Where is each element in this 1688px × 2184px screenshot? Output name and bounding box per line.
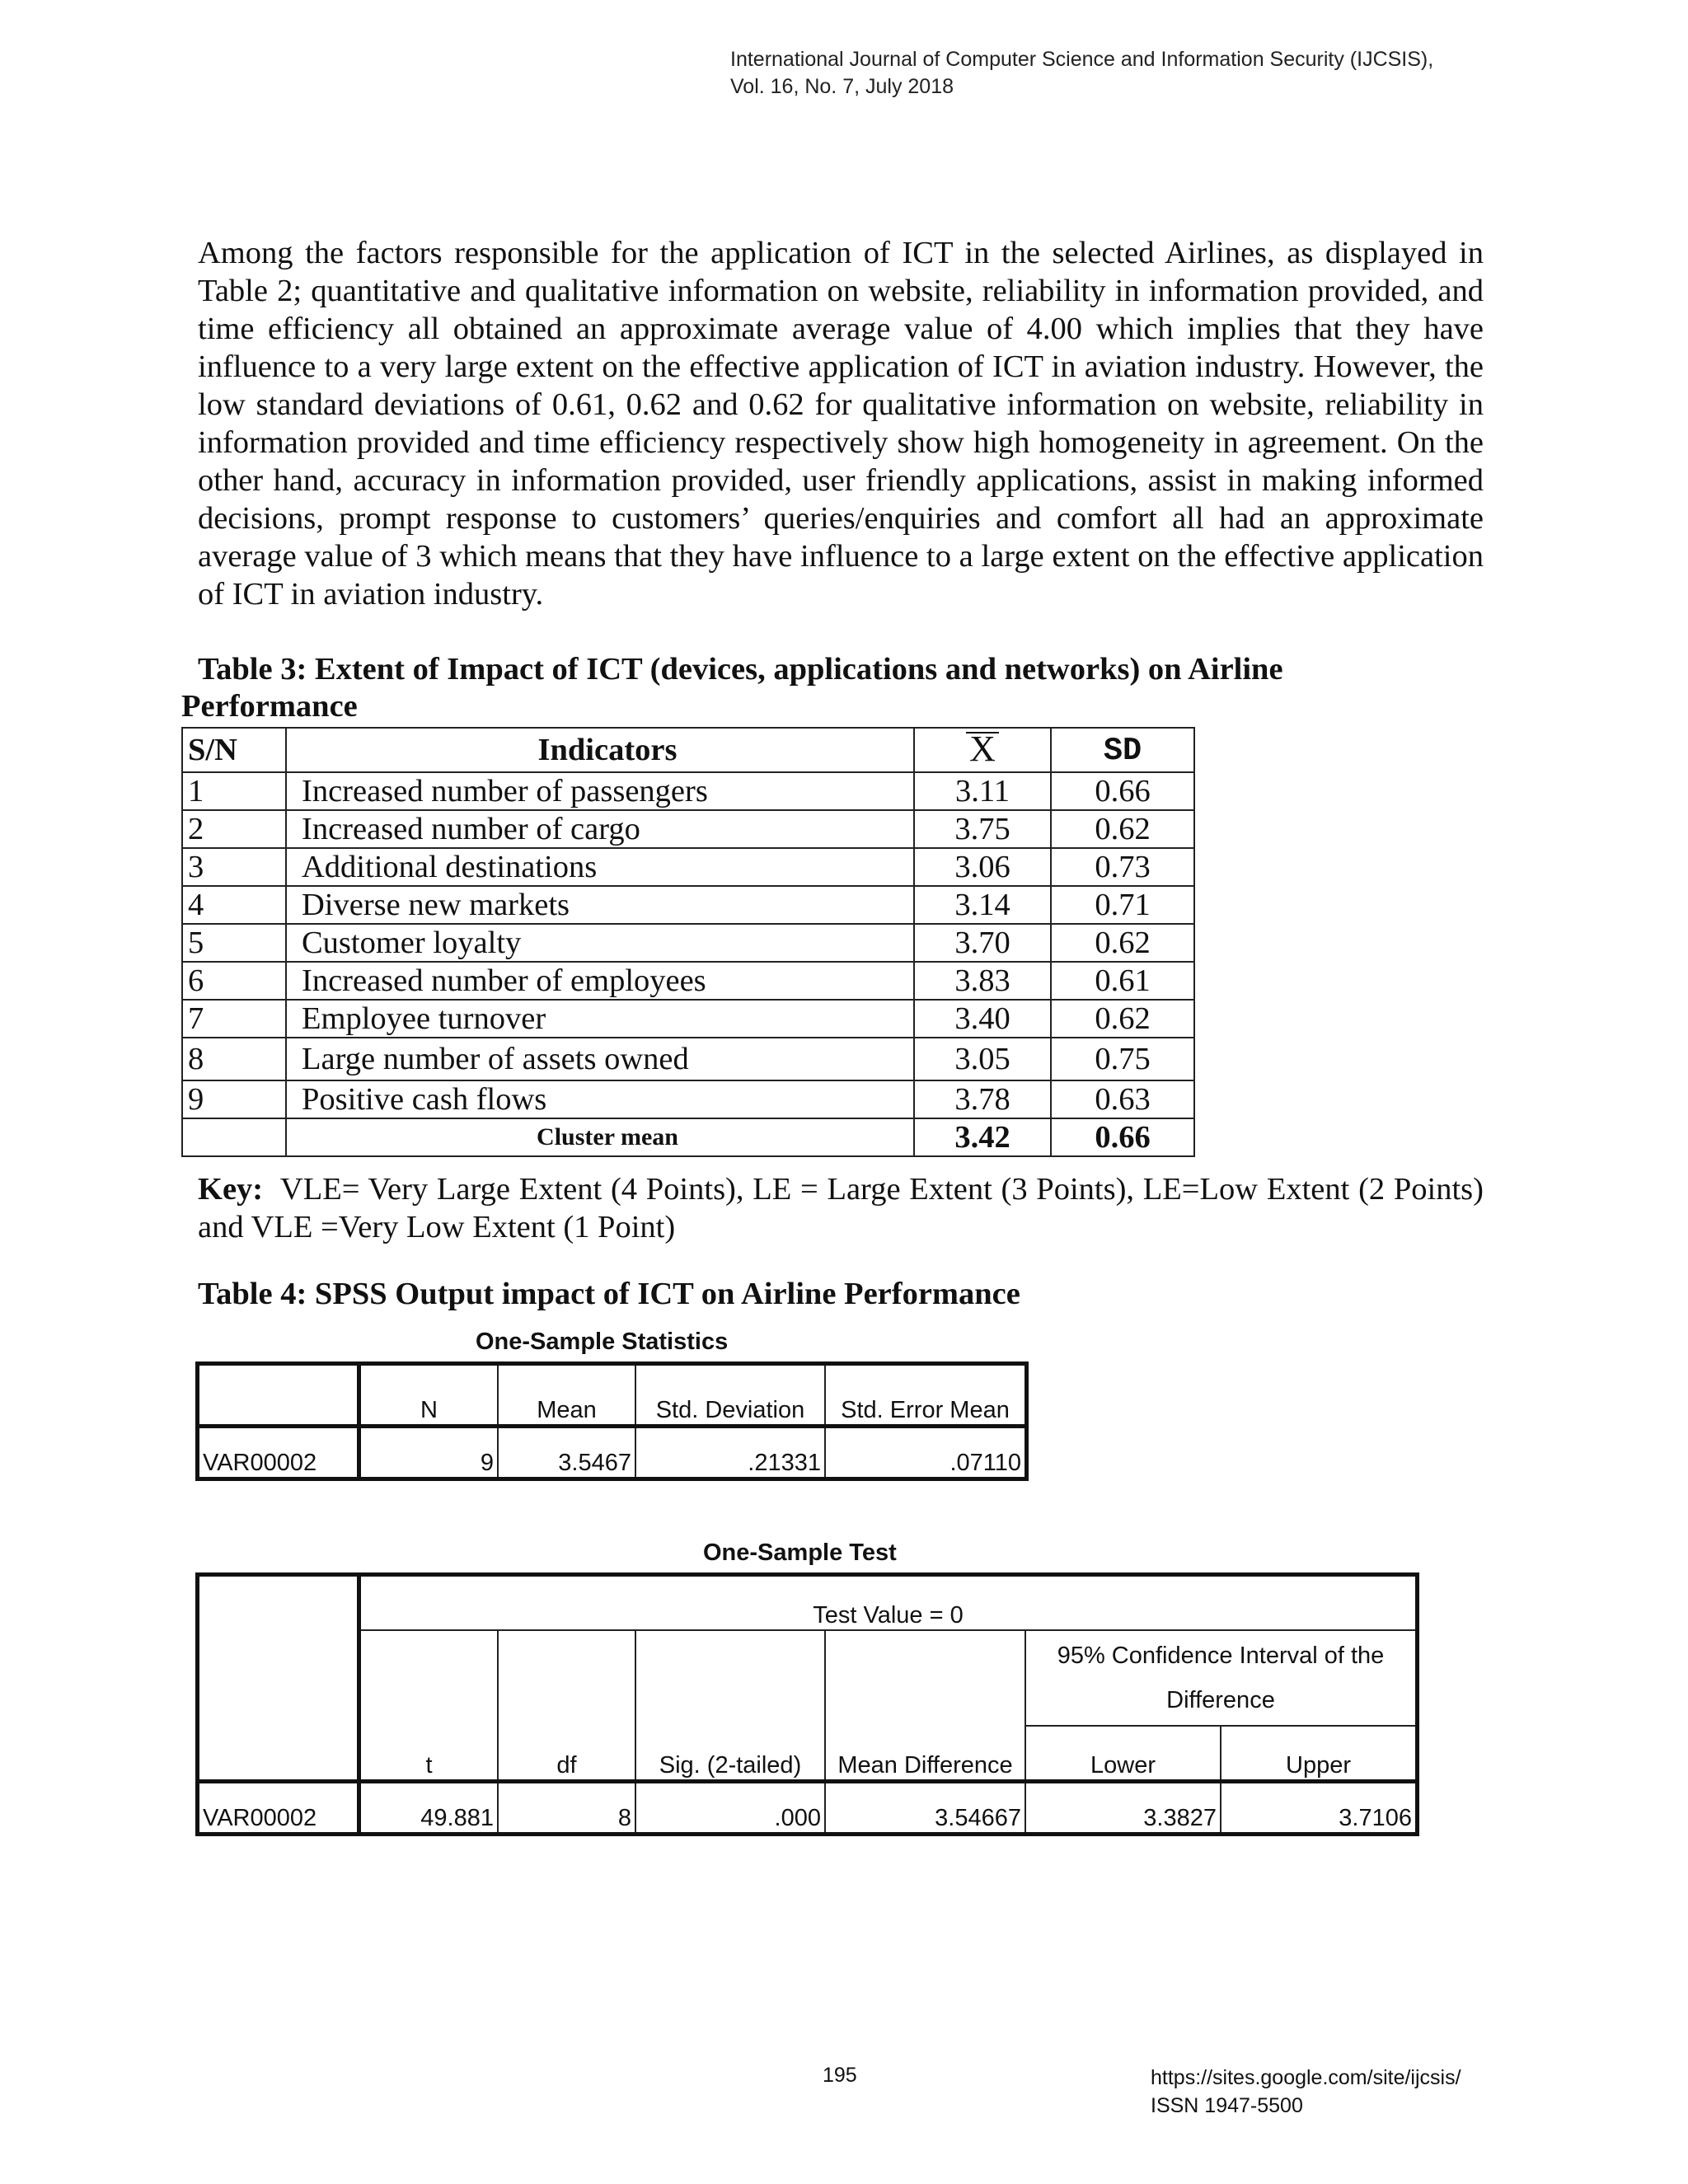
- row-sn: 7: [182, 1000, 286, 1038]
- test-ci-header: 95% Confidence Interval of the Difference: [1025, 1630, 1418, 1726]
- test-table: [195, 1572, 1419, 1836]
- row-mean: 3.06: [914, 848, 1051, 886]
- footer-issn: ISSN 1947-5500: [1151, 2094, 1303, 2117]
- stats-corner-cell: [198, 1364, 359, 1427]
- header-indicators: Indicators: [286, 728, 914, 772]
- test-value-header: Test Value = 0: [359, 1575, 1418, 1630]
- stats-data-row: [198, 1427, 1027, 1479]
- row-sn: 1: [182, 772, 286, 810]
- row-mean: 3.78: [914, 1080, 1051, 1118]
- cluster-empty-cell: [182, 1118, 286, 1156]
- table3-row: [182, 886, 1194, 924]
- row-sn: 3: [182, 848, 286, 886]
- row-mean: 3.05: [914, 1038, 1051, 1080]
- row-mean: 3.11: [914, 772, 1051, 810]
- table3-row: [182, 1080, 1194, 1118]
- stats-title: One-Sample Statistics: [476, 1329, 729, 1355]
- table3-row: [182, 772, 1194, 810]
- test-header-sig: Sig. (2-tailed): [635, 1630, 825, 1782]
- row-sn: 9: [182, 1080, 286, 1118]
- stats-header-stderr: Std. Error Mean: [825, 1364, 1027, 1427]
- footer-info: [1151, 2064, 1461, 2120]
- row-sn: 8: [182, 1038, 286, 1080]
- stats-mean-value: 3.5467: [498, 1427, 635, 1479]
- journal-volume: Vol. 16, No. 7, July 2018: [730, 75, 954, 98]
- table3-caption-line2: Performance: [181, 689, 358, 724]
- row-sd: 0.63: [1051, 1080, 1194, 1118]
- journal-header: [730, 46, 1433, 101]
- stats-n-value: 9: [359, 1427, 499, 1479]
- table3-row: [182, 924, 1194, 962]
- mean-xbar-symbol: X: [966, 732, 999, 765]
- table3-caption: [181, 651, 1283, 725]
- row-sn: 2: [182, 810, 286, 848]
- test-mean-diff-value: 3.54667: [825, 1782, 1025, 1835]
- table3-row: [182, 1000, 1194, 1038]
- row-indicator: Increased number of passengers: [286, 772, 914, 810]
- body-paragraph: Among the factors responsible for the application of ICT in the selected Airlines, as displayed in Table 2; quantitative and qualitative information on website, reliability in information provided, and time efficiency all obtained an approximate average value of 4.00 which implies that they have influence to a very large extent on the effective application of ICT in aviation industry. However, the low standard deviations of 0.61, 0.62 and 0.62 for qualitative information on website, reliability in information provided and time efficiency respectively show high homogeneity in agreement. On the other hand, accuracy in information provided, user friendly applications, assist in making informed decisions, prompt response to customers’ queries/enquiries and comfort all had an approximate average value of 3 which means that they have influence to a large extent on the effective application of ICT in aviation industry.: [198, 236, 1484, 612]
- row-sd: 0.62: [1051, 1000, 1194, 1038]
- cluster-mean: 3.42: [914, 1118, 1051, 1156]
- sd-label: SD: [1103, 733, 1142, 769]
- row-sd: 0.71: [1051, 886, 1194, 924]
- test-sig-value: .000: [635, 1782, 825, 1835]
- row-sd: 0.62: [1051, 810, 1194, 848]
- stats-header-n: N: [359, 1364, 499, 1427]
- row-mean: 3.40: [914, 1000, 1051, 1038]
- test-data-row: [198, 1782, 1418, 1835]
- row-indicator: Large number of assets owned: [286, 1038, 914, 1080]
- row-indicator: Increased number of employees: [286, 962, 914, 1000]
- key-text: VLE= Very Large Extent (4 Points), LE = Large Extent (3 Points), LE=Low Extent (2 Points) and VLE =Very Low Extent (1 Point): [198, 1172, 1484, 1244]
- header-sn: S/N: [182, 728, 286, 772]
- test-lower-value: 3.3827: [1025, 1782, 1221, 1835]
- table4-caption: Table 4: SPSS Output impact of ICT on Airline Performance: [198, 1277, 1020, 1311]
- row-indicator: Increased number of cargo: [286, 810, 914, 848]
- row-sd: 0.62: [1051, 924, 1194, 962]
- row-mean: 3.83: [914, 962, 1051, 1000]
- test-header-t: t: [359, 1630, 499, 1782]
- stats-stderr-value: .07110: [825, 1427, 1027, 1479]
- table3-row: [182, 810, 1194, 848]
- cluster-sd: 0.66: [1051, 1118, 1194, 1156]
- header-sd: [1051, 728, 1194, 772]
- row-indicator: Employee turnover: [286, 1000, 914, 1038]
- table3-caption-line1: Table 3: Extent of Impact of ICT (devices, applications and networks) on Airline: [198, 652, 1283, 687]
- stats-header-row: [198, 1364, 1027, 1427]
- test-corner-cell: [198, 1575, 359, 1782]
- footer-url: https://sites.google.com/site/ijcsis/: [1151, 2066, 1461, 2089]
- stats-header-stddev: Std. Deviation: [635, 1364, 825, 1427]
- row-sd: 0.73: [1051, 848, 1194, 886]
- row-mean: 3.14: [914, 886, 1051, 924]
- row-mean: 3.70: [914, 924, 1051, 962]
- row-sn: 5: [182, 924, 286, 962]
- test-header-row1: [198, 1575, 1418, 1630]
- stats-row-name: VAR00002: [198, 1427, 359, 1479]
- test-header-df: df: [498, 1630, 635, 1782]
- table3-row: [182, 1038, 1194, 1080]
- key-paragraph: [198, 1170, 1484, 1246]
- row-sd: 0.61: [1051, 962, 1194, 1000]
- row-sd: 0.75: [1051, 1038, 1194, 1080]
- key-label: Key:: [198, 1172, 264, 1207]
- test-row-name: VAR00002: [198, 1782, 359, 1835]
- row-sn: 4: [182, 886, 286, 924]
- cluster-label: Cluster mean: [286, 1118, 914, 1156]
- table3-row: [182, 962, 1194, 1000]
- table3-body: [182, 772, 1194, 1118]
- table3-header-row: [182, 728, 1194, 772]
- table3: [181, 727, 1195, 1157]
- test-header-upper: Upper: [1221, 1726, 1418, 1782]
- test-df-value: 8: [498, 1782, 635, 1835]
- stats-header-mean: Mean: [498, 1364, 635, 1427]
- row-indicator: Diverse new markets: [286, 886, 914, 924]
- row-sd: 0.66: [1051, 772, 1194, 810]
- row-mean: 3.75: [914, 810, 1051, 848]
- row-indicator: Additional destinations: [286, 848, 914, 886]
- test-title: One-Sample Test: [703, 1540, 897, 1566]
- stats-stddev-value: .21331: [635, 1427, 825, 1479]
- test-upper-value: 3.7106: [1221, 1782, 1418, 1835]
- test-t-value: 49.881: [359, 1782, 499, 1835]
- table3-row: [182, 848, 1194, 886]
- journal-title: International Journal of Computer Science and Information Security (IJCSIS),: [730, 48, 1434, 71]
- test-header-row2: [198, 1630, 1418, 1726]
- row-sn: 6: [182, 962, 286, 1000]
- test-header-mean-diff: Mean Difference: [825, 1630, 1025, 1782]
- table3-cluster-row: [182, 1118, 1194, 1156]
- row-indicator: Customer loyalty: [286, 924, 914, 962]
- row-indicator: Positive cash flows: [286, 1080, 914, 1118]
- stats-table: [195, 1361, 1029, 1481]
- page-number: 195: [823, 2064, 857, 2087]
- test-header-lower: Lower: [1025, 1726, 1221, 1782]
- header-mean: [914, 728, 1051, 772]
